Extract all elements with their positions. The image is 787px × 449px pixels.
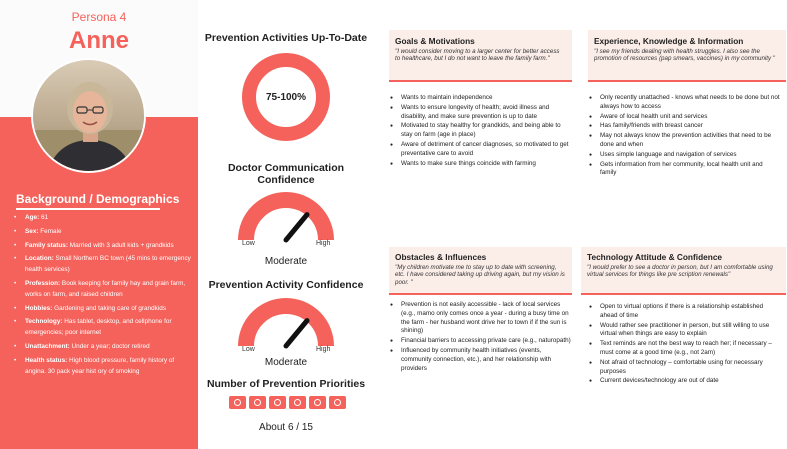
list-item: ● Would rather see practitioner in person, but still willing to use virtual when things are easy to explain <box>588 322 778 340</box>
goals-card-header <box>389 30 572 80</box>
list-item: ● Uses simple language and navigation of services <box>588 151 780 160</box>
list-item: ● Motivated to stay healthy for grandkids, and being able to stay on farm (age in place) <box>389 122 572 140</box>
priority-icon <box>329 396 346 409</box>
background-item-unattachment: • Unattachment: Under a year; doctor retired <box>14 342 192 353</box>
gauge-low-label: Low <box>242 346 255 353</box>
obstacles-quote: "My children motivate me to stay up to date with screening, etc. I have considered taking up driving again, but my vision is poor. " <box>395 264 565 286</box>
list-item: ● Prevention is not easily accessible - lack of local services (e.g., mamo only comes once a year - during a busy time on the farm - her husband wont drive her to town if if the sun is shining) <box>389 301 572 336</box>
experience-divider <box>588 80 786 82</box>
goals-title: Goals & Motivations <box>395 36 475 46</box>
list-item: ● Open to virtual options if there is a relationship established ahead of time <box>588 303 778 321</box>
list-item: ● Text reminds are not the best way to reach her; if necessary – must come at a good time (e.g., not 2am) <box>588 340 778 358</box>
background-item-location: • Location: Small Northern BC town (45 mins to emergency health services) <box>14 254 192 276</box>
priority-icon <box>269 396 286 409</box>
priorities-count: About 6 / 15 <box>259 422 313 433</box>
background-item-age: • Age: 61 <box>14 213 192 224</box>
list-item: ● Wants to make sure things coincide with farming <box>389 160 572 169</box>
priority-icon <box>309 396 326 409</box>
gauge-high-label: High <box>316 240 331 247</box>
gauge-needle <box>286 321 307 346</box>
list-item: ● Has family/friends with breast cancer <box>588 122 780 131</box>
gauge-arc <box>246 200 326 240</box>
donut-value: 75-100% <box>265 91 307 103</box>
list-item: ● Gets information from her community, local health unit and family <box>588 161 780 179</box>
prevention-activities-donut <box>241 52 331 142</box>
technology-divider <box>581 293 786 295</box>
persona-panel <box>0 0 198 449</box>
prevention-activities-title: Prevention Activities Up-To-Date <box>204 32 368 44</box>
experience-title: Experience, Knowledge & Information <box>594 36 744 46</box>
list-item: ● Financial barriers to accessing private care (e.g., naturopath) <box>389 337 572 346</box>
prevention-confidence-title: Prevention Activity Confidence <box>208 279 364 291</box>
avatar <box>31 58 146 173</box>
persona-label: Persona 4 <box>71 10 127 24</box>
gauge-low-label: Low <box>242 240 255 247</box>
obstacles-divider <box>389 293 572 295</box>
background-item-profession: • Profession: Book keeping for family hay and grain farm, works on farm, and raised children <box>14 279 192 301</box>
technology-list <box>588 303 778 387</box>
background-item-technology: • Technology: Has tablet, desktop, and cellphone for emergencies; poor internet <box>14 317 192 339</box>
persona-name: Anne <box>69 27 129 54</box>
priority-icon <box>289 396 306 409</box>
background-underline <box>16 208 160 210</box>
gauge-high-label: High <box>316 346 331 353</box>
goals-quote: "I would consider moving to a larger center for better access to healthcare, but I do not want to leave the family farm." <box>395 48 560 63</box>
technology-quote: "I would prefer to see a doctor in person, but I am comfortable using virtual services for things like pre scription renewals" <box>587 264 773 279</box>
background-item-hobbies: • Hobbies: Gardening and taking care of grandkids <box>14 304 192 315</box>
background-title: Background / Demographics <box>16 192 180 206</box>
priority-icons <box>229 396 349 410</box>
background-item-family: • Family status: Married with 3 adult kids + grandkids <box>14 241 192 252</box>
background-list <box>14 213 192 380</box>
experience-list <box>588 94 780 179</box>
list-item: ● Aware of detriment of cancer diagnoses, so motivated to get preventative care to avoid <box>389 141 572 159</box>
list-item: ● Current devices/technology are out of date <box>588 377 778 386</box>
background-item-health: • Health status: High blood pressure, family history of angina. 30 pack year hist ory of smoking <box>14 356 192 378</box>
technology-card-header <box>581 247 786 293</box>
experience-quote: "I see my friends dealing with health struggles. I also see the promotion of resources (pap smears, vaccines) in my community " <box>594 48 776 63</box>
list-item: ● Wants to ensure longevity of health; avoid illness and disability, and make sure prevention is up to date <box>389 104 572 122</box>
gauge-level-label: Moderate <box>264 256 308 267</box>
gauge-level-label: Moderate <box>264 357 308 368</box>
goals-divider <box>389 80 572 82</box>
obstacles-list <box>389 301 572 374</box>
avatar-photo <box>33 60 146 173</box>
list-item: ● Not afraid of technology – comfortable using for necessary purposes <box>588 359 778 377</box>
gauge-arc <box>246 306 326 346</box>
doctor-confidence-title: Doctor Communication Confidence <box>227 162 345 186</box>
priority-icon <box>229 396 246 409</box>
list-item: ● May not always know the prevention activities that need to be done and when <box>588 132 780 150</box>
gauge-needle <box>286 215 307 240</box>
obstacles-title: Obstacles & Influences <box>395 252 487 262</box>
list-item: ● Wants to maintain independence <box>389 94 572 103</box>
priorities-title: Number of Prevention Priorities <box>206 378 366 390</box>
technology-title: Technology Attitude & Confidence <box>587 252 723 262</box>
experience-card-header <box>588 30 786 80</box>
priority-icon <box>249 396 266 409</box>
list-item: ● Aware of local health unit and services <box>588 113 780 122</box>
list-item: ● Only recently unattached - knows what needs to be done but not always how to access <box>588 94 780 112</box>
list-item: ● Influenced by community health initiatives (events, community connection, etc.), and her relationship with providers <box>389 347 572 373</box>
goals-list <box>389 94 572 169</box>
obstacles-card-header <box>389 247 572 293</box>
background-item-sex: • Sex: Female <box>14 227 192 238</box>
